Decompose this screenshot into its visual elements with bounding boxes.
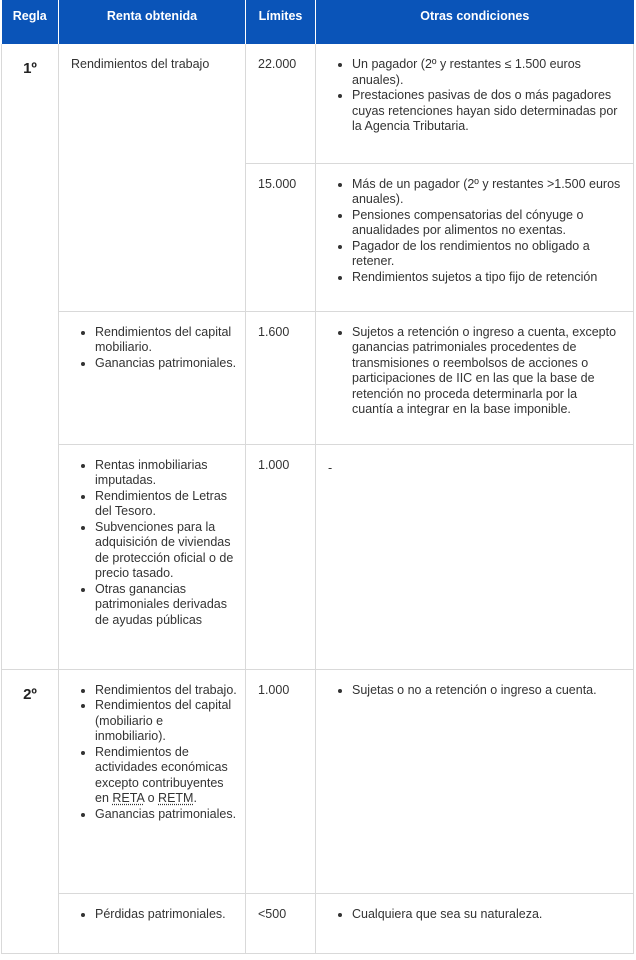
header-renta-obtenida: Renta obtenida <box>59 0 246 44</box>
header-row <box>2 0 634 44</box>
list-item: • Sujetas o no a retención o ingreso a cuenta. <box>352 683 621 699</box>
list-item: • Sujetos a retención o ingreso a cuenta, excepto ganancias patrimoniales procedentes de transmisiones o reembolsos de acciones o participaciones de IIC en las que la base de retención no proceda determinarla por la cuantía a integrar en la base imponible. <box>352 325 621 418</box>
list-item: • Rendimientos de Letras del Tesoro. <box>95 489 237 520</box>
renta-list <box>59 458 245 629</box>
condiciones-list <box>316 57 633 135</box>
list-item: • Más de un pagador (2º y restantes >1.500 euros anuales). <box>352 177 621 208</box>
table-row <box>2 311 634 444</box>
condiciones-cell <box>316 893 634 953</box>
renta-list <box>59 907 245 923</box>
condiciones-cell: - <box>316 444 634 669</box>
limite-cell: 22.000 <box>246 44 316 163</box>
list-item: • Pérdidas patrimoniales. <box>95 907 237 923</box>
limite-cell: 1.600 <box>246 311 316 444</box>
condiciones-cell <box>316 44 634 163</box>
list-item <box>95 745 237 807</box>
list-item: • Rendimientos del trabajo. <box>95 683 237 699</box>
list-item: • Prestaciones pasivas de dos o más pagadores cuyas retenciones hayan sido determinadas por la Agencia Tributaria. <box>352 88 621 135</box>
condiciones-list <box>316 683 633 699</box>
list-item: • Rendimientos del capital (mobiliario e inmobiliario). <box>95 698 237 745</box>
limite-cell: <500 <box>246 893 316 953</box>
renta-cell <box>59 311 246 444</box>
table-row <box>2 893 634 953</box>
rule-2-cell: 2º <box>2 669 59 953</box>
list-item: • Un pagador (2º y restantes ≤ 1.500 euros anuales). <box>352 57 621 88</box>
limite-cell: 15.000 <box>246 163 316 311</box>
reta-abbr: RETA <box>112 791 145 805</box>
header-otras-condiciones: Otras condiciones <box>316 0 634 44</box>
list-item: • Ganancias patrimoniales. <box>95 807 237 823</box>
limite-cell: 1.000 <box>246 444 316 669</box>
list-item: • Rendimientos sujetos a tipo fijo de retención <box>352 270 621 286</box>
renta-cell <box>59 893 246 953</box>
condiciones-list <box>316 907 633 923</box>
tax-rules-table <box>1 0 634 954</box>
renta-cell <box>59 669 246 893</box>
renta-list <box>59 683 245 823</box>
header-regla: Regla <box>2 0 59 44</box>
condiciones-list <box>316 325 633 418</box>
list-item: • Pensiones compensatorias del cónyuge o anualidades por alimentos no exentas. <box>352 208 621 239</box>
header-limites: Límites <box>246 0 316 44</box>
list-item: • Ganancias patrimoniales. <box>95 356 237 372</box>
list-item: • Rentas inmobiliarias imputadas. <box>95 458 237 489</box>
condiciones-cell <box>316 669 634 893</box>
list-item: • Otras ganancias patrimoniales derivadas de ayudas públicas <box>95 582 237 629</box>
limite-cell: 1.000 <box>246 669 316 893</box>
period-text: . <box>193 791 197 805</box>
list-item: • Cualquiera que sea su naturaleza. <box>352 907 621 923</box>
rule-1-cell: 1º <box>2 44 59 669</box>
condiciones-list <box>316 177 633 286</box>
list-item: • Subvenciones para la adquisición de viviendas de protección oficial o de precio tasado. <box>95 520 237 582</box>
list-item-text: Rendimientos de actividades económicas excepto contribuyentes en <box>95 744 228 805</box>
list-item: • Pagador de los rendimientos no obligado a retener. <box>352 239 621 270</box>
list-item: • Rendimientos del capital mobiliario. <box>95 325 237 356</box>
renta-list <box>59 325 245 372</box>
table-row <box>2 444 634 669</box>
retm-abbr: RETM <box>158 791 194 805</box>
renta-cell <box>59 44 246 311</box>
renta-cell <box>59 444 246 669</box>
condiciones-cell <box>316 311 634 444</box>
condiciones-cell <box>316 163 634 311</box>
table-row <box>2 44 634 163</box>
renta-text: Rendimientos del trabajo <box>71 57 210 71</box>
table-row <box>2 669 634 893</box>
conjunction-text: o <box>147 791 155 805</box>
